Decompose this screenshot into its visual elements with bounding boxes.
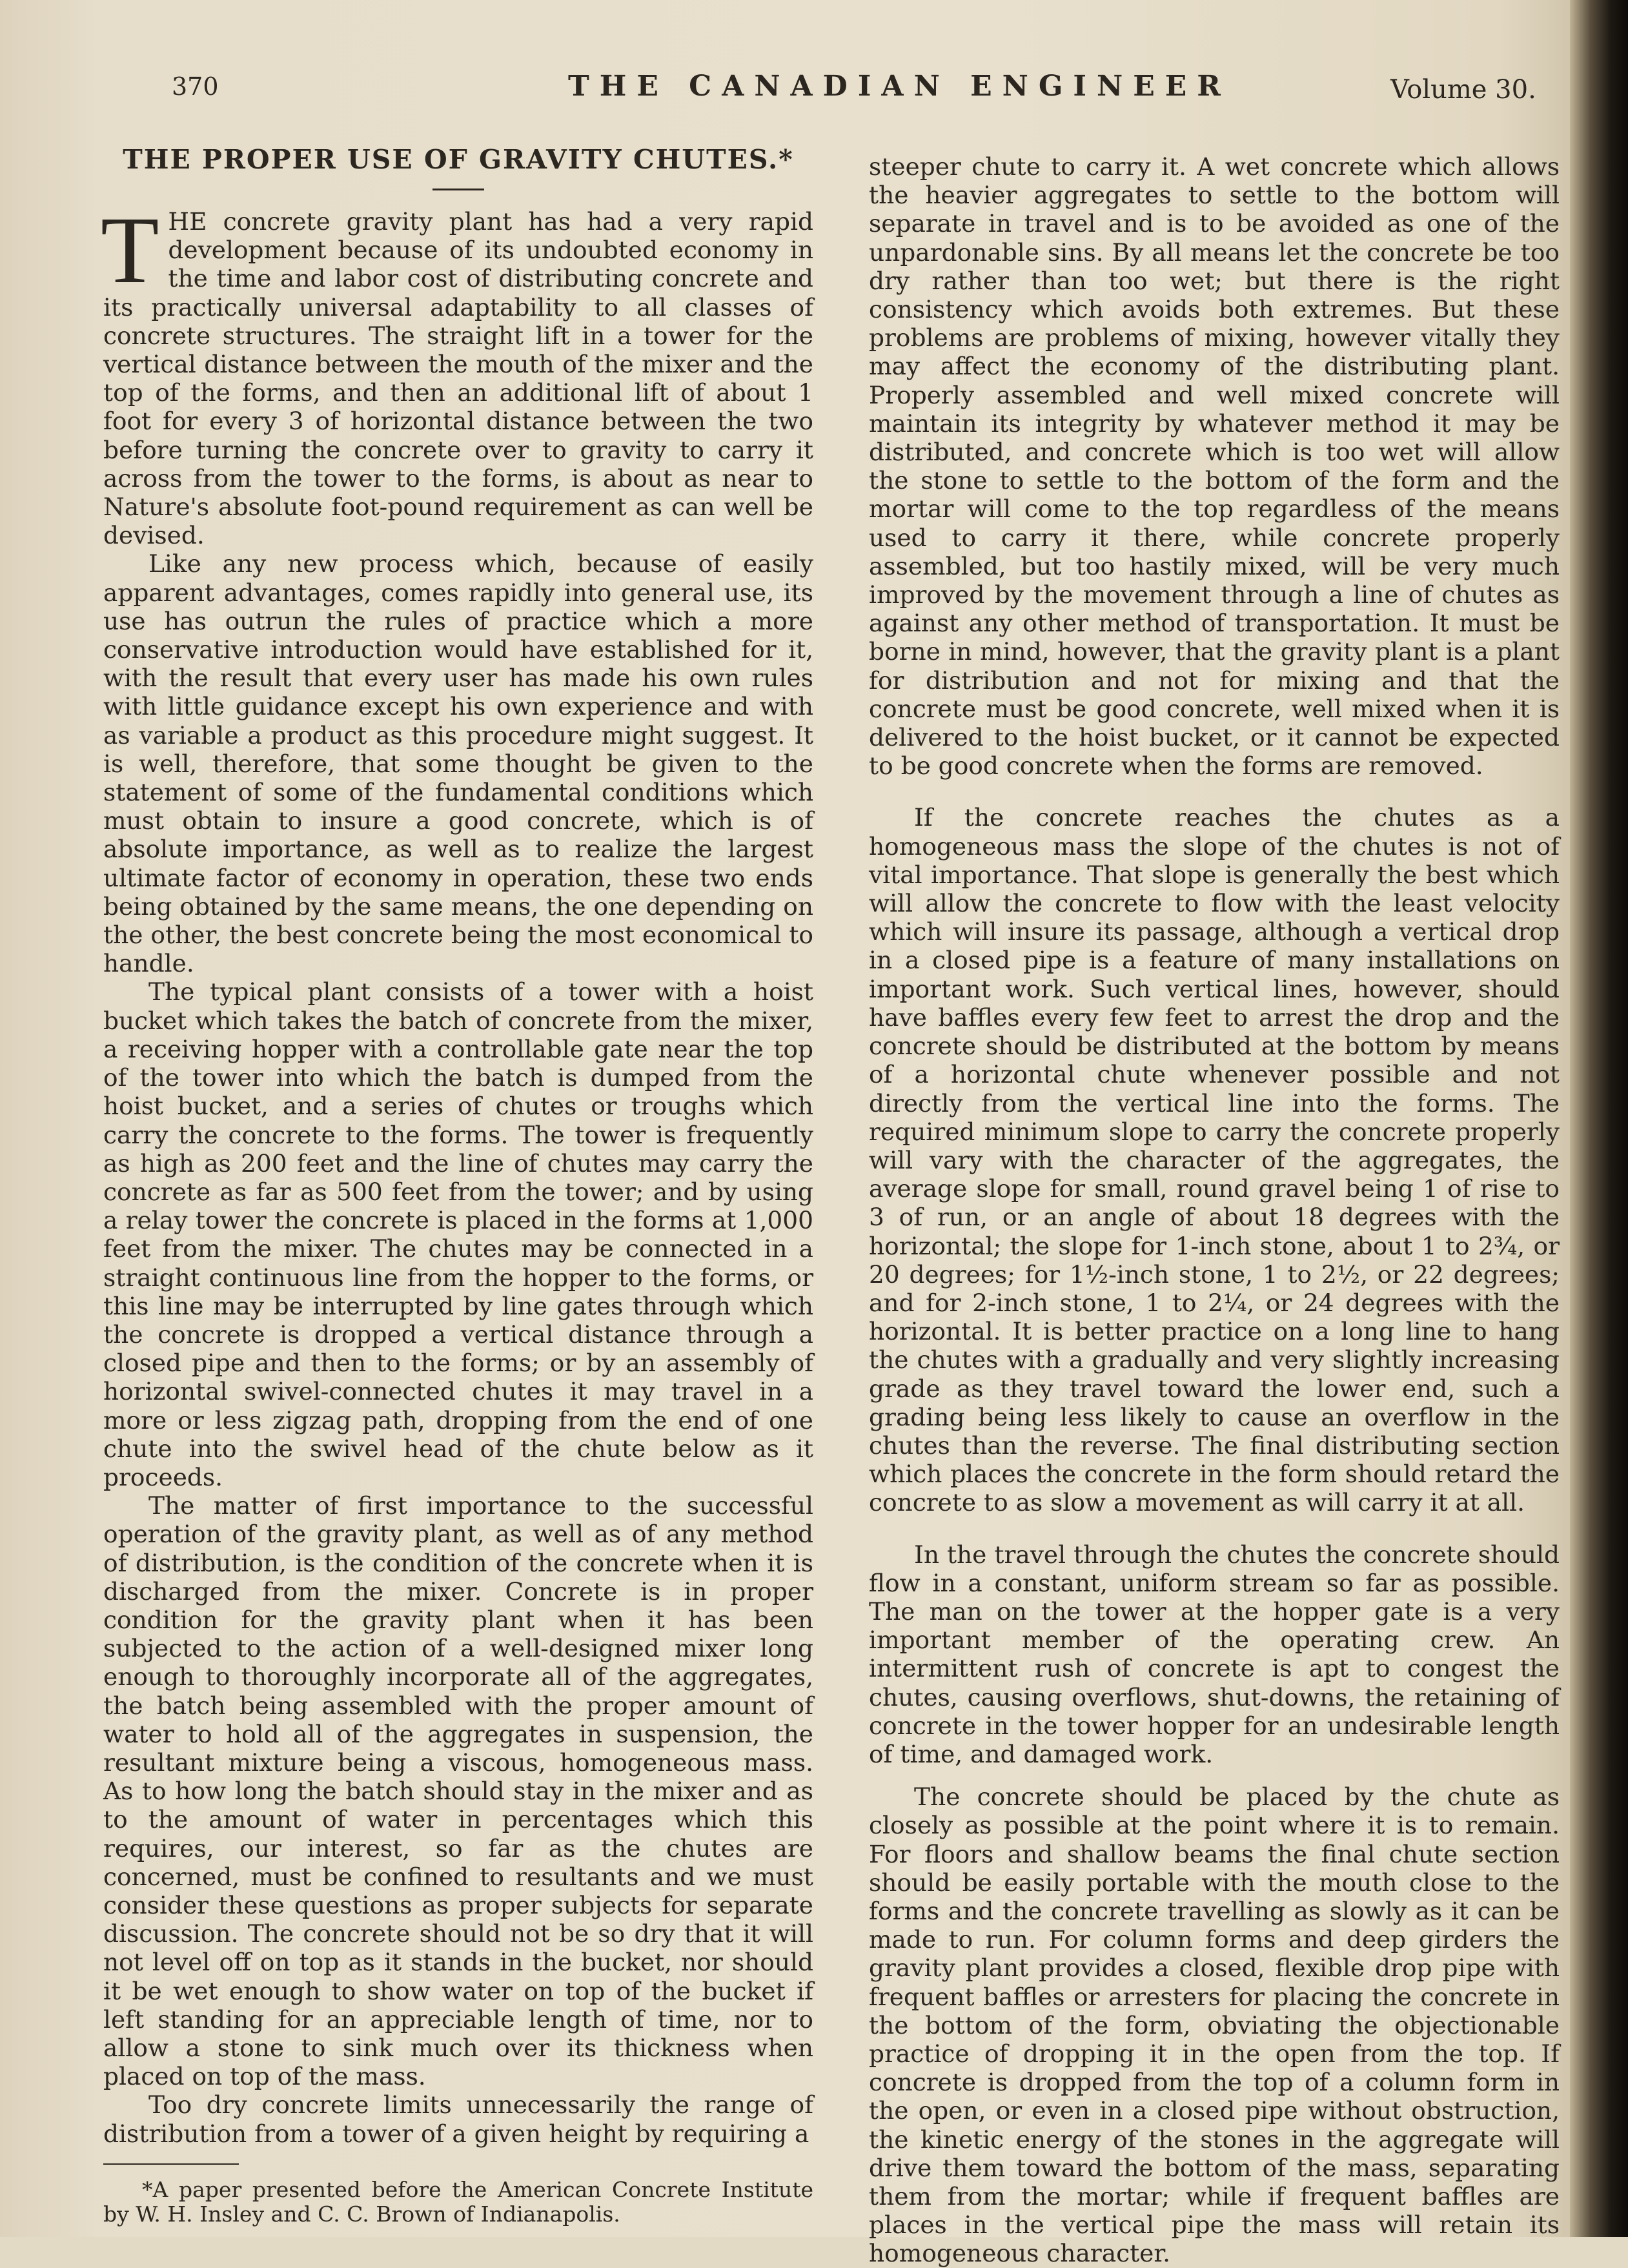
paragraph: Like any new process which, because of easily apparent advantages, comes rapidly into general use, its use has outrun the rules of practice which a more conservative introduction would have established for it, with the result that every user has made his own rules with little guidance except his own experience and with as variable a product as this procedure might suggest. It is well, therefore, that some thought be given to the statement of some of the fundamental conditions which must obtain to insure a good concrete, which is of absolute importance, as well as to realize the largest ultimate factor of economy in operation, these two ends being obtained by the same means, the one depending on the other, the best concrete being the most economical to handle. (103, 549, 813, 978)
book-spine-shadow (1570, 0, 1628, 2237)
running-header (0, 72, 1575, 111)
paragraph: The concrete should be placed by the chute as closely as possible at the point where it is to remain. For floors and shallow beams the final chute section should be easily portable with the mouth close to the forms and the concrete travelling as slowly as it can be made to run. For column forms and deep girders the gravity plant provides a closed, flexible drop pipe with frequent baffles or arresters for placing the concrete in the bottom of the form, obviating the objectionable practice of dropping it in the open from the top. If concrete is dropped from the top of a column form in the open, or even in a closed pipe without obstruction, the kinetic energy of the stones in the aggregate will drive them toward the bottom of the mass, separating them from the mortar; while if frequent baffles are places in the vertical pipe the mass will retain its homogeneous character. (869, 1783, 1560, 2268)
paragraph: steeper chute to carry it. A wet concrete which allows the heavier aggregates to settle to the bottom will separate in travel and is to be avoided as one of the unpardonable sins. By all means let the concrete be too dry rather than too wet; but there is the right consistency which avoids both extremes. But these problems are problems of mixing, however vitally they may affect the economy of the distributing plant. Properly assembled and well mixed concrete will maintain its integrity by whatever method it may be distributed, and concrete which is too wet will allow the stone to settle to the bottom of the form and the mortar will come to the top regardless of the means used to carry it there, while concrete properly assembled, but too hastily mixed, will be very much improved by the movement through a line of chutes as against any other method of transportation. It must be borne in mind, however, that the gravity plant is a plant for distribution and not for mixing and that the concrete must be good concrete, well mixed when it is delivered to the hoist bucket, or it cannot be expected to be good concrete when the forms are removed. (869, 152, 1560, 781)
footnote: *A paper presented before the American Concrete Institute by W. H. Insley and C. C. Brown of Indianapolis. (103, 2176, 813, 2227)
page-number: 370 (172, 72, 219, 101)
article-title: THE PROPER USE OF GRAVITY CHUTES.* (123, 144, 794, 175)
drop-cap: T (101, 198, 159, 303)
paragraph: Too dry concrete limits unnecessarily the range of distribution from a tower of a given height by requiring a (103, 2090, 813, 2148)
paragraph: The typical plant consists of a tower with a hoist bucket which takes the batch of concrete from the mixer, a receiving hopper with a controllable gate near the top of the tower into which the batch is dumped from the hoist bucket, and a series of chutes or troughs which carry the concrete to the forms. The tower is frequently as high as 200 feet and the line of chutes may carry the concrete as far as 500 feet from the tower; and by using a relay tower the concrete is placed in the forms at 1,000 feet from the mixer. The chutes may be connected in a straight continuous line from the hopper to the forms, or this line may be interrupted by line gates through which the concrete is dropped a vertical distance through a closed pipe and then to the forms; or by an assembly of horizontal swivel-connected chutes it may travel in a more or less zigzag path, dropping from the end of one chute into the swivel head of the chute below as it proceeds. (103, 977, 813, 1491)
paragraph: If the concrete reaches the chutes as a homogeneous mass the slope of the chutes is not of vital importance. That slope is generally the best which will allow the concrete to flow with the least velocity which will insure its passage, although a vertical drop in a closed pipe is a feature of many installations on important work. Such vertical lines, however, should have baffles every few feet to arrest the drop and the concrete should be distributed at the bottom by means of a horizontal chute whenever possible and not directly from the vertical line into the forms. The required minimum slope to carry the concrete properly will vary with the character of the aggregates, the average slope for small, round gravel being 1 of rise to 3 of run, or an angle of about 18 degrees with the horizontal; the slope for 1-inch stone, about 1 to 2¾, or 20 degrees; for 1½-inch stone, 1 to 2½, or 22 degrees; and for 2-inch stone, 1 to 2¼, or 24 degrees with the horizontal. It is better practice on a long line to hang the chutes with a gradually and very slightly increasing grade as they travel toward the lower end, such a grading being less likely to cause an overflow in the chutes than the reverse. The final distributing section which places the concrete in the form should retard the concrete to as slow a movement as will carry it at all. (869, 803, 1560, 1517)
right-column (869, 152, 1560, 2268)
paragraph: HE concrete gravity plant has had a very rapid development because of its undoubted economy in the time and labor cost of distributing concrete and its practically universal adaptability to all classes of concrete structures. The straight lift in a tower for the vertical distance between the mouth of the mixer and the top of the forms, and then an additional lift of about 1 foot for every 3 of horizontal distance between the two before turning the concrete over to gravity to carry it across from the tower to the forms, is about as near to Nature's absolute foot-pound requirement as can well be devised. (103, 207, 813, 550)
paragraph: In the travel through the chutes the concrete should flow in a constant, uniform stream so far as possible. The man on the tower at the hopper gate is a very important member of the operating crew. An intermittent rush of concrete is apt to congest the chutes, causing overflows, shut-downs, the retaining of concrete in the tower hopper for an undesirable length of time, and damaged work. (869, 1540, 1560, 1768)
footnote-rule (103, 2163, 239, 2165)
journal-title: THE CANADIAN ENGINEER (568, 70, 1231, 103)
volume-label: Volume 30. (1390, 75, 1536, 105)
left-column (103, 142, 813, 2227)
paragraph: The matter of first importance to the successful operation of the gravity plant, as well as of any method of distribution, is the condition of the concrete when it is discharged from the mixer. Concrete is in proper condition for the gravity plant when it has been subjected to the action of a well-designed mixer long enough to thoroughly incorporate all of the aggregates, the batch being assembled with the proper amount of water to hold all of the aggregates in suspension, the resultant mixture being a viscous, homogeneous mass. As to how long the batch should stay in the mixer and as to the amount of water in percentages which this requires, our interest, so far as the chutes are concerned, must be confined to resultants and we must consider these questions as proper subjects for separate discussion. The concrete should not be so dry that it will not level off on top as it stands in the bucket, nor should it be wet enough to show water on top of the bucket if left standing for an appreciable length of time, nor to allow a stone to sink much over its thickness when placed on top of the mass. (103, 1491, 813, 2091)
title-rule (432, 189, 484, 190)
